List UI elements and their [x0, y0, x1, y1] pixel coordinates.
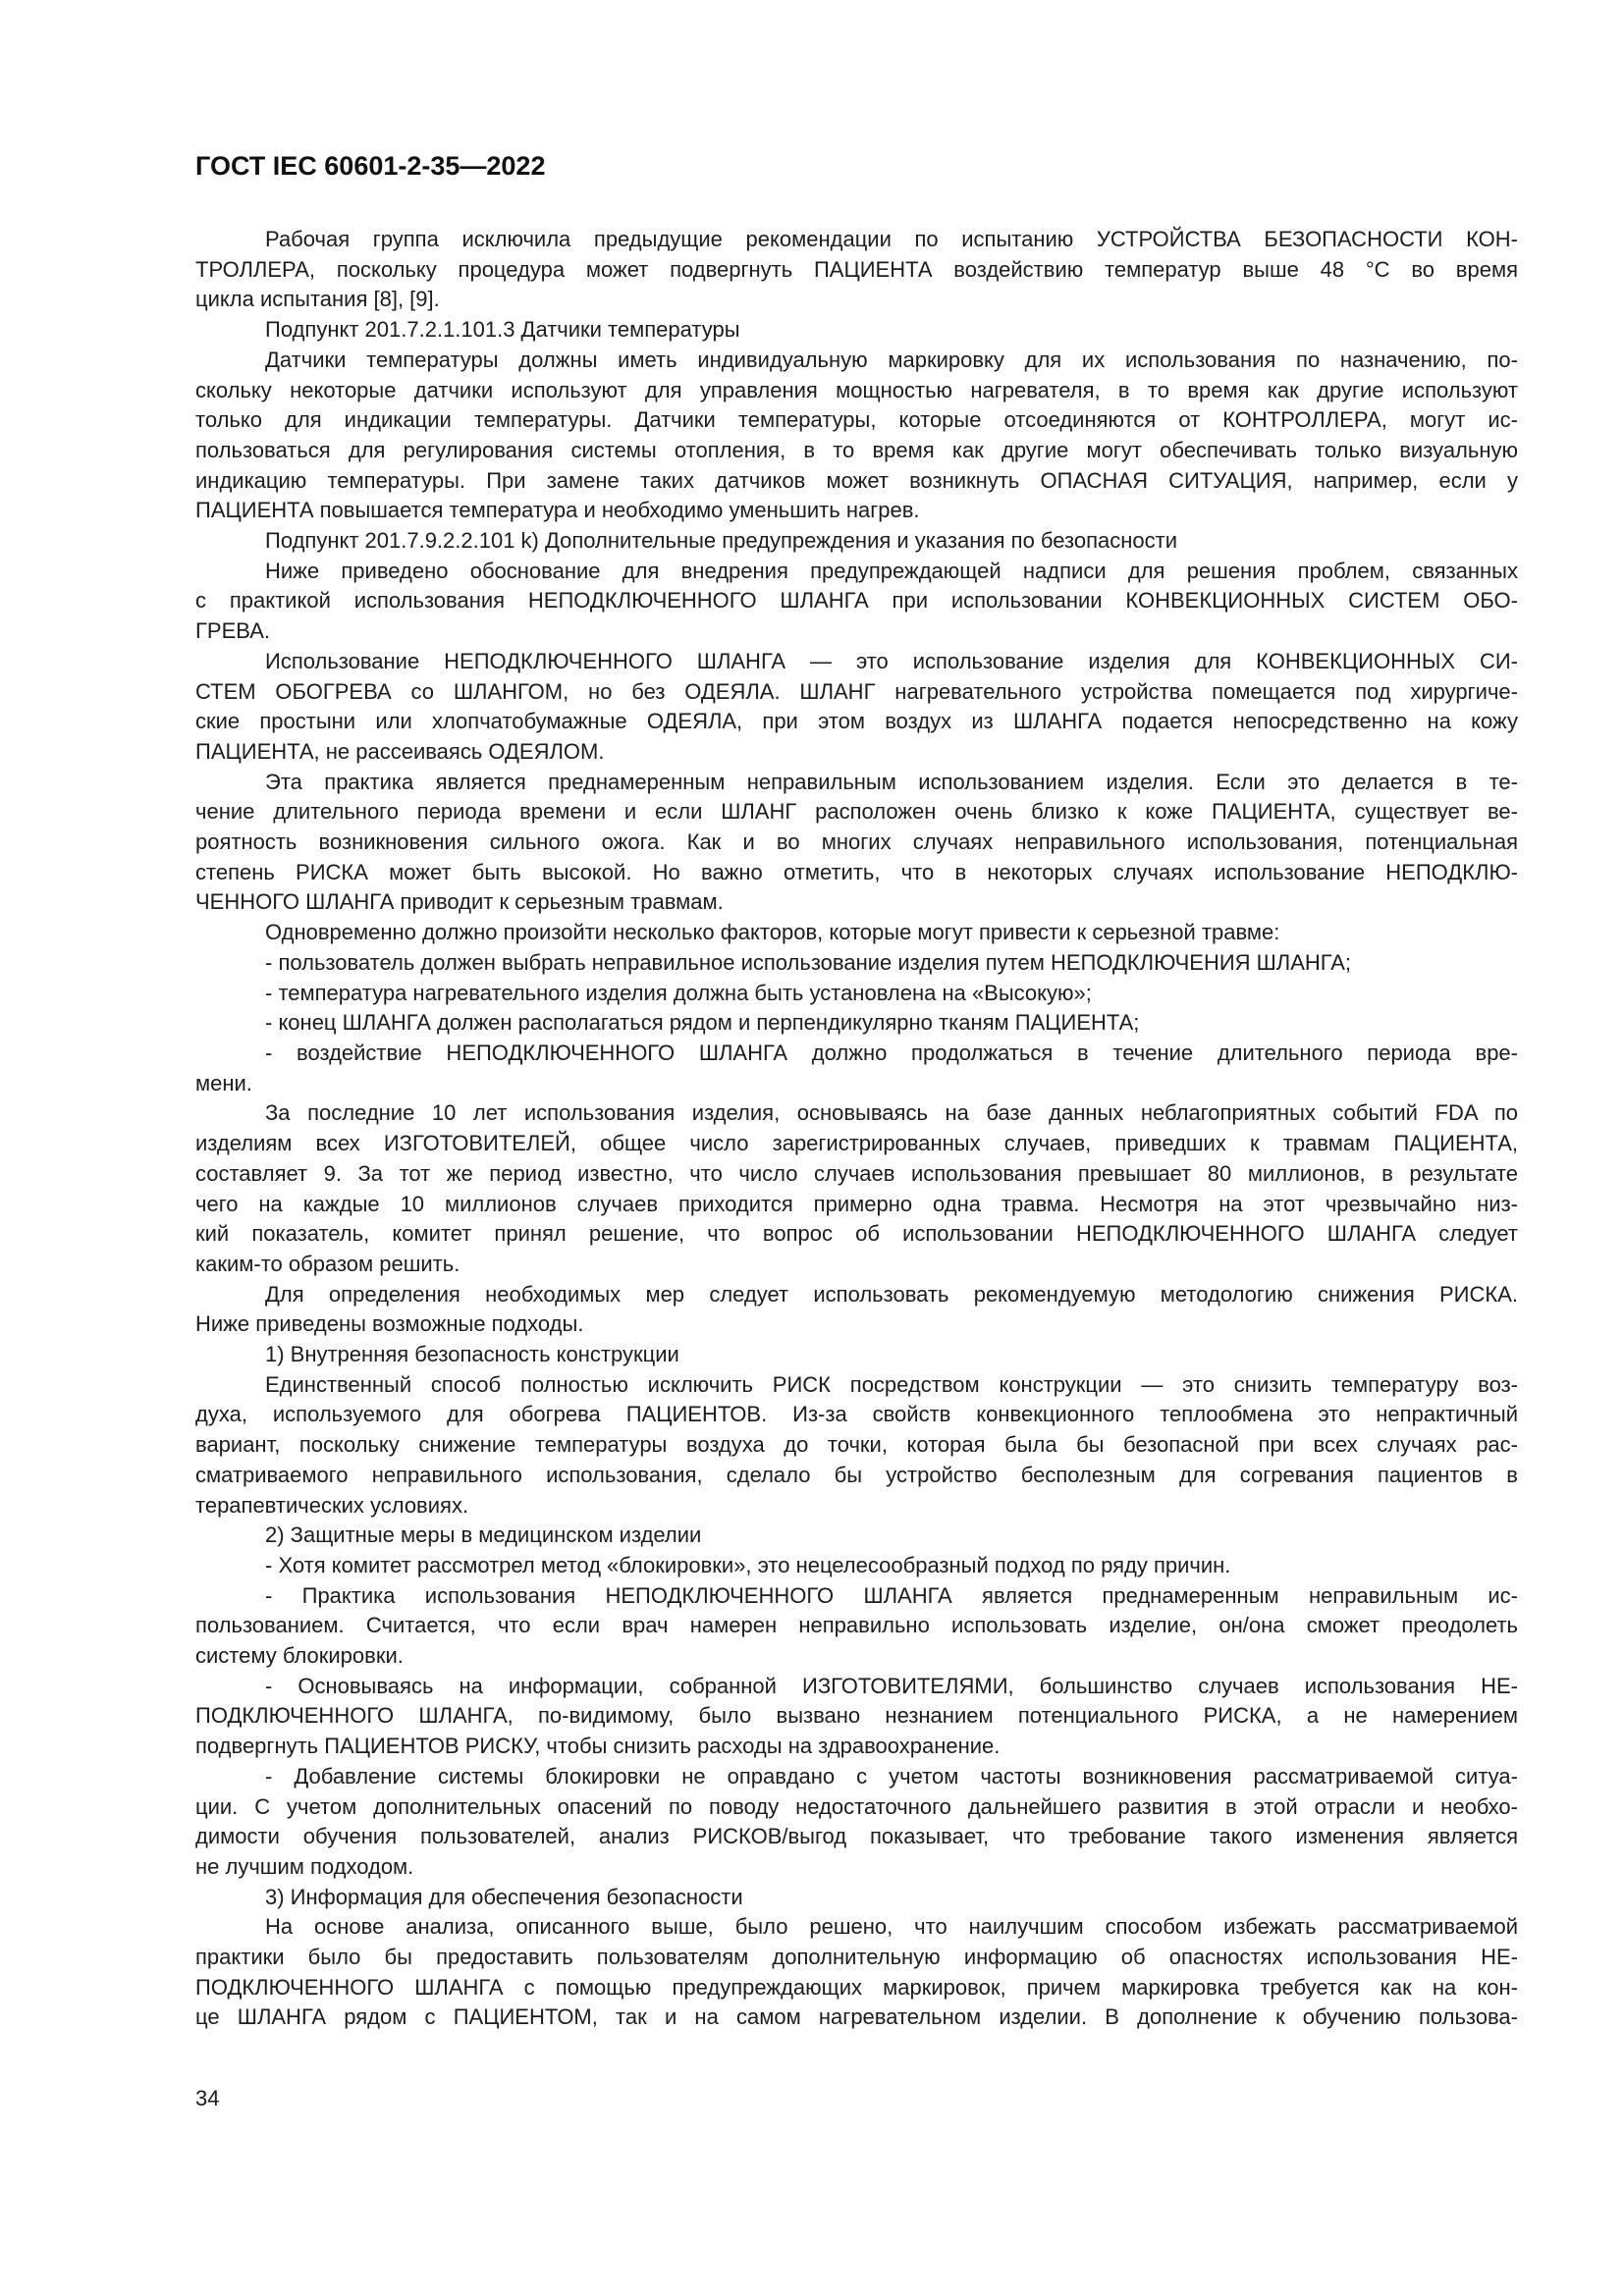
text-line: индикацию температуры. При замене таких датчиков может возникнуть ОПАСНАЯ СИТУАЦИЯ, например, если у [195, 467, 1518, 493]
text-line: не лучшим подходом. [195, 1853, 414, 1879]
text-line: мени. [195, 1070, 252, 1095]
subclause-heading [195, 315, 1518, 346]
text-line: сматриваемого неправильного использования, сделало бы устройство бесполезным для согревания пациентов в [195, 1462, 1518, 1487]
text-line: чего на каждые 10 миллионов случаев приходится примерно одна травма. Несмотря на этот чрезвычайно низ- [195, 1191, 1518, 1216]
text-line: ции. С учетом дополнительных опасений по поводу недостаточного дальнейшего развития в этой отрасли и необхо- [195, 1793, 1518, 1819]
list-item [195, 1762, 1518, 1883]
text-line: ТРОЛЛЕРА, поскольку процедура может подвергнуть ПАЦИЕНТА воздействию температур выше 48 °C во время [195, 256, 1518, 282]
text-line: составляет 9. За тот же период известно, что число случаев использования превышает 80 миллионов, в результате [195, 1160, 1518, 1186]
list-item [195, 1581, 1518, 1672]
list-item [195, 1672, 1518, 1762]
text-line: духа, используемого для обогрева ПАЦИЕНТОВ. Из-за свойств конвекционного теплообмена это непрактичный [195, 1402, 1518, 1427]
text-line: практики было бы предоставить пользователям дополнительную информацию об опасностях использования НЕ- [195, 1945, 1518, 1970]
text-line: - Добавление системы блокировки не оправдано с учетом частоты возникновения рассматриваемой ситуа- [265, 1763, 1518, 1789]
text-line: Ниже приведены возможные подходы. [195, 1311, 584, 1337]
paragraph [195, 346, 1518, 526]
list-item [195, 1008, 1518, 1039]
paragraph [195, 1098, 1518, 1279]
text-line: ПОДКЛЮЧЕННОГО ШЛАНГА с помощью предупреждающих маркировок, причем маркировка требуется как на кон- [195, 1974, 1518, 2000]
numbered-heading [195, 1883, 1518, 1913]
list-item [195, 1551, 1518, 1581]
text-line: роятность возникновения сильного ожога. Как и во многих случаях неправильного использования, потенциальная [195, 829, 1518, 855]
text-line: - температура нагревательного изделия должна быть установлена на «Высокую»; [265, 980, 1092, 1005]
text-line: - Хотя комитет рассмотрел метод «блокировки», это нецелесообразный подход по ряду причин. [265, 1552, 1231, 1577]
numbered-heading [195, 1340, 1518, 1370]
text-line: ГРЕВА. [195, 618, 270, 644]
text-line: димости обучения пользователей, анализ РИСКОВ/выгод показывает, что требование такого изменения является [195, 1824, 1518, 1849]
text-line: степень РИСКА может быть высокой. Но важно отметить, что в некоторых случаях использование НЕПОДКЛЮ- [195, 859, 1518, 884]
paragraph [195, 1912, 1518, 2033]
paragraph [195, 557, 1518, 647]
text-line: вариант, поскольку снижение температуры воздуха до точки, которая была бы безопасной при всех случаях рас- [195, 1432, 1518, 1458]
list-item [195, 1039, 1518, 1098]
subclause-heading [195, 526, 1518, 557]
text-line: только для индикации температуры. Датчики температуры, которые отсоединяются от КОНТРОЛЛЕРА, могут ис- [195, 407, 1518, 433]
text-line: 1) Внутренняя безопасность конструкции [265, 1342, 679, 1367]
text-line: Эта практика является преднамеренным неправильным использованием изделия. Если это делается в те- [265, 769, 1518, 794]
text-line: Единственный способ полностью исключить РИСК посредством конструкции — это снизить температуру воз- [265, 1371, 1518, 1397]
text-line: СТЕМ ОБОГРЕВА со ШЛАНГОМ, но без ОДЕЯЛА. ШЛАНГ нагревательного устройства помещается под хирургиче- [195, 678, 1518, 704]
text-line: Датчики температуры должны иметь индивидуальную маркировку для их использования по назначению, по- [265, 347, 1518, 372]
text-line: кий показатель, комитет принял решение, что вопрос об использовании НЕПОДКЛЮЧЕННОГО ШЛАНГА следует [195, 1221, 1518, 1247]
text-line: Рабочая группа исключила предыдущие рекомендации по испытанию УСТРОЙСТВА БЕЗОПАСНОСТИ КОН- [265, 227, 1518, 251]
text-line: цикла испытания [8], [9]. [195, 287, 440, 312]
paragraph [195, 1280, 1518, 1340]
text-line: пользованием. Считается, что если врач намерен неправильно использовать изделие, он/она сможет преодолеть [195, 1613, 1518, 1638]
text-line: Подпункт 201.7.2.1.101.3 Датчики температуры [265, 317, 740, 343]
text-line: ПАЦИЕНТА, не рассеиваясь ОДЕЯЛОМ. [195, 738, 605, 764]
text-line: каким-то образом решить. [195, 1251, 460, 1276]
text-line: це ШЛАНГА рядом с ПАЦИЕНТОМ, так и на самом нагревательном изделии. В дополнение к обучению пользова- [195, 2004, 1518, 2030]
text-line: ские простыни или хлопчатобумажные ОДЕЯЛА, при этом воздух из ШЛАНГА подается непосредственно на кожу [195, 709, 1518, 734]
text-line: - Основываясь на информации, собранной ИЗГОТОВИТЕЛЯМИ, большинство случаев использования НЕ- [265, 1673, 1518, 1698]
text-line: - конец ШЛАНГА должен располагаться рядом и перпендикулярно тканям ПАЦИЕНТА; [265, 1010, 1140, 1036]
text-line: Использование НЕПОДКЛЮЧЕННОГО ШЛАНГА — это использование изделия для КОНВЕКЦИОННЫХ СИ- [265, 648, 1518, 673]
text-line: За последние 10 лет использования изделия, основываясь на базе данных неблагоприятных событий FDA по [265, 1100, 1518, 1126]
text-line: Подпункт 201.7.9.2.2.101 k) Дополнительные предупреждения и указания по безопасности [265, 528, 1178, 554]
paragraph [195, 1370, 1518, 1522]
list-item [195, 948, 1518, 979]
text-line: ЧЕННОГО ШЛАНГА приводит к серьезным травмам. [195, 889, 724, 915]
paragraph [195, 768, 1518, 919]
text-line: терапевтических условиях. [195, 1492, 469, 1518]
text-line: - воздействие НЕПОДКЛЮЧЕННОГО ШЛАНГА должно продолжаться в течение длительного периода вре- [265, 1040, 1518, 1065]
text-line: чение длительного периода времени и если ШЛАНГ расположен очень близко к коже ПАЦИЕНТА, существует ве- [195, 799, 1518, 825]
text-line: с практикой использования НЕПОДКЛЮЧЕННОГО ШЛАНГА при использовании КОНВЕКЦИОННЫХ СИСТЕМ ОБО- [195, 588, 1518, 614]
list-item [195, 979, 1518, 1009]
paragraph [195, 918, 1518, 948]
text-line: подвергнуть ПАЦИЕНТОВ РИСКУ, чтобы снизить расходы на здравоохранение. [195, 1734, 1001, 1759]
document-header-title: ГОСТ IEC 60601-2-35—2022 [195, 151, 546, 181]
text-line: Ниже приведено обоснование для внедрения предупреждающей надписи для решения проблем, связанных [265, 558, 1518, 583]
text-line: пользоваться для регулирования системы отопления, в то время как другие могут обеспечивать только визуальную [195, 437, 1518, 462]
text-line: систему блокировки. [195, 1643, 404, 1669]
text-line: ПАЦИЕНТА повышается температура и необходимо уменьшить нагрев. [195, 498, 920, 523]
text-line: - Практика использования НЕПОДКЛЮЧЕННОГО ШЛАНГА является преднамеренным неправильным ис- [265, 1582, 1518, 1608]
text-line: скольку некоторые датчики используют для управления мощностью нагревателя, в то время как другие используют [195, 377, 1518, 402]
paragraph [195, 647, 1518, 768]
text-line: - пользователь должен выбрать неправильное использование изделия путем НЕПОДКЛЮЧЕНИЯ ШЛАНГА; [265, 949, 1352, 975]
page-number: 34 [195, 2086, 220, 2110]
text-line: На основе анализа, описанного выше, было решено, что наилучшим способом избежать рассматриваемой [265, 1914, 1518, 1940]
text-line: Одновременно должно произойти несколько факторов, которые могут привести к серьезной травме: [265, 920, 1280, 945]
text-line: 3) Информация для обеспечения безопасности [265, 1884, 743, 1909]
numbered-heading [195, 1521, 1518, 1551]
text-line: ПОДКЛЮЧЕННОГО ШЛАНГА, по-видимому, было вызвано незнанием потенциального РИСКА, а не намерением [195, 1703, 1518, 1729]
text-line: 2) Защитные меры в медицинском изделии [265, 1522, 702, 1548]
paragraph [195, 225, 1518, 315]
text-line: Для определения необходимых мер следует использовать рекомендуемую методологию снижения РИСКА. [265, 1281, 1518, 1307]
document-body [195, 225, 1518, 2033]
text-line: изделиям всех ИЗГОТОВИТЕЛЕЙ, общее число зарегистрированных случаев, приведших к травмам ПАЦИЕНТА, [195, 1131, 1518, 1156]
